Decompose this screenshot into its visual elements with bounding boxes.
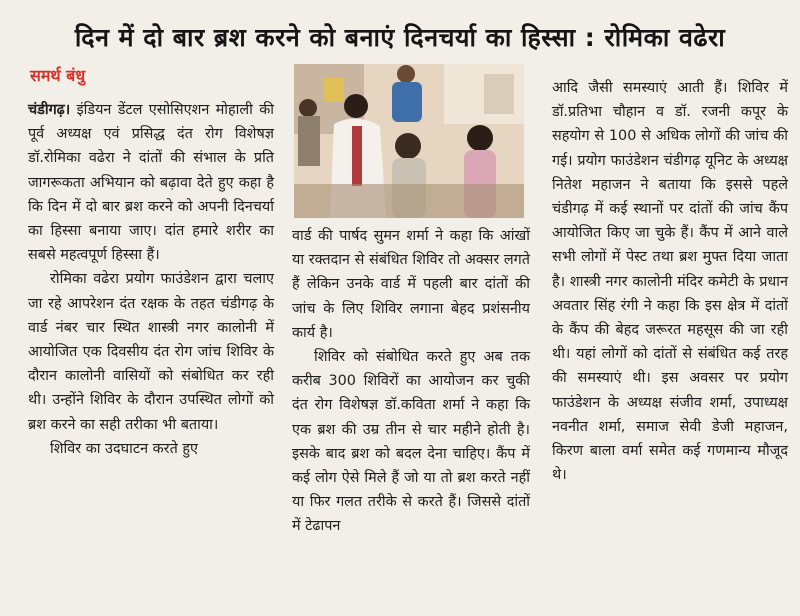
article-paragraph: शिविर को संबोधित करते हुए अब तक करीब 300 शिविरों का आयोजन कर चुकी दंत रोग विशेषज्ञ डॉ.कविता शर्मा ने कहा कि एक ब्रश की उम्र तीन से चार महीने होती है। इसके बाद ब्रश को बदल देना चाहिए। कैंप में कई लोग ऐसे मिले हैं जो या तो ब्रश करते नहीं या फिर गलत तरीके से करते हैं। जिससे दांतों में टेढापन (292, 349, 530, 535)
article-paragraph: आदि जैसी समस्याएं आती हैं। शिविर में डॉ.प्रतिभा चौहान व डॉ. रजनी कपूर के सहयोग से 100 से अधिक लोगों की जांच की गई। प्रयोग फाउंडेशन चंडीगढ़ यूनिट के अध्यक्ष नितेश महाजन ने बताया कि इससे पहले चंडीगढ़ में कई स्थानों पर दांतों की जांच कैंप आयोजित किए जा चुके हैं। कैंप में आने वाले सभी लोगों में पेस्ट तथा ब्रश मुफ्त दिया जाता है। शास्त्री नगर कालोनी मंदिर कमेटी के प्रधान अवतार सिंह रंगी ने कहा कि इस क्षेत्र में दांतों के कैंप की बेहद जरूरत महसूस की जा रही थी। यहां लोगों को दांतों से संबंधित कई तरह की समस्याएं थी। इस अवसर पर प्रयोग फाउंडेशन के अध्यक्ष संजीव शर्मा, उपाध्यक्ष नवनीत शर्मा, समाज सेवी डेजी महाजन, किरण बाला वर्मा समेत कई गणमान्य मौजूद थे। (552, 80, 788, 484)
page-headline: दिन में दो बार ब्रश करने को बनाएं दिनचर्या का हिस्सा : रोमिका वढेरा (74, 23, 726, 52)
previous-article-cutoff (0, 0, 800, 12)
article-paragraph: रोमिका वढेरा प्रयोग फाउंडेशन द्वारा चलाए जा रहे आपरेशन दंत रक्षक के तहत चंडीगढ़ के वार्ड नंबर चार स्थित शास्त्री नगर कालोनी में आयोजित एक दिवसीय दंत रोग जांच शिविर के दौरान कालोनी वासियों को संबोधित कर रही थी। उन्होंने शिविर के दौरान उपस्थित लोगों को ब्रश करने का सही तरीका भी बताया। (28, 271, 274, 433)
article-paragraph: शिविर का उदघाटन करते हुए (50, 440, 198, 457)
photo-illustration (294, 64, 524, 218)
article-column-1 (28, 98, 274, 461)
article-column-2 (292, 224, 530, 539)
author-byline: समर्थ बंधु (30, 66, 86, 85)
article-paragraph: वार्ड की पार्षद सुमन शर्मा ने कहा कि आंखों या रक्तदान से संबंधित शिविर तो अक्सर लगते हैं लेकिन उनके वार्ड में पहली बार दांतों की जांच के लिए शिविर लगाना बेहद प्रशंसनीय कार्य है। (292, 228, 530, 341)
article-paragraph (28, 98, 274, 267)
article-column-3 (552, 76, 788, 487)
paragraph-text: इंडियन डेंटल एसोसिएशन मोहाली की पूर्व अध्यक्ष एवं प्रसिद्ध दंत रोग विशेषज्ञ डॉ.रोमिका वढेरा ने दांतों की संभाल के प्रति जागरूकता अभियान को बढ़ावा देते हुए कहा है कि दिन में दो बार ब्रश करने को अपनी दिनचर्या का हिस्सा बनाया जाए। दांत हमारे शरीर का सबसे महत्वपूर्ण हिस्सा हैं। (28, 102, 274, 264)
next-article-cutoff (0, 600, 800, 616)
dateline: चंडीगढ़। (28, 102, 71, 118)
dental-camp-photo (294, 64, 524, 218)
